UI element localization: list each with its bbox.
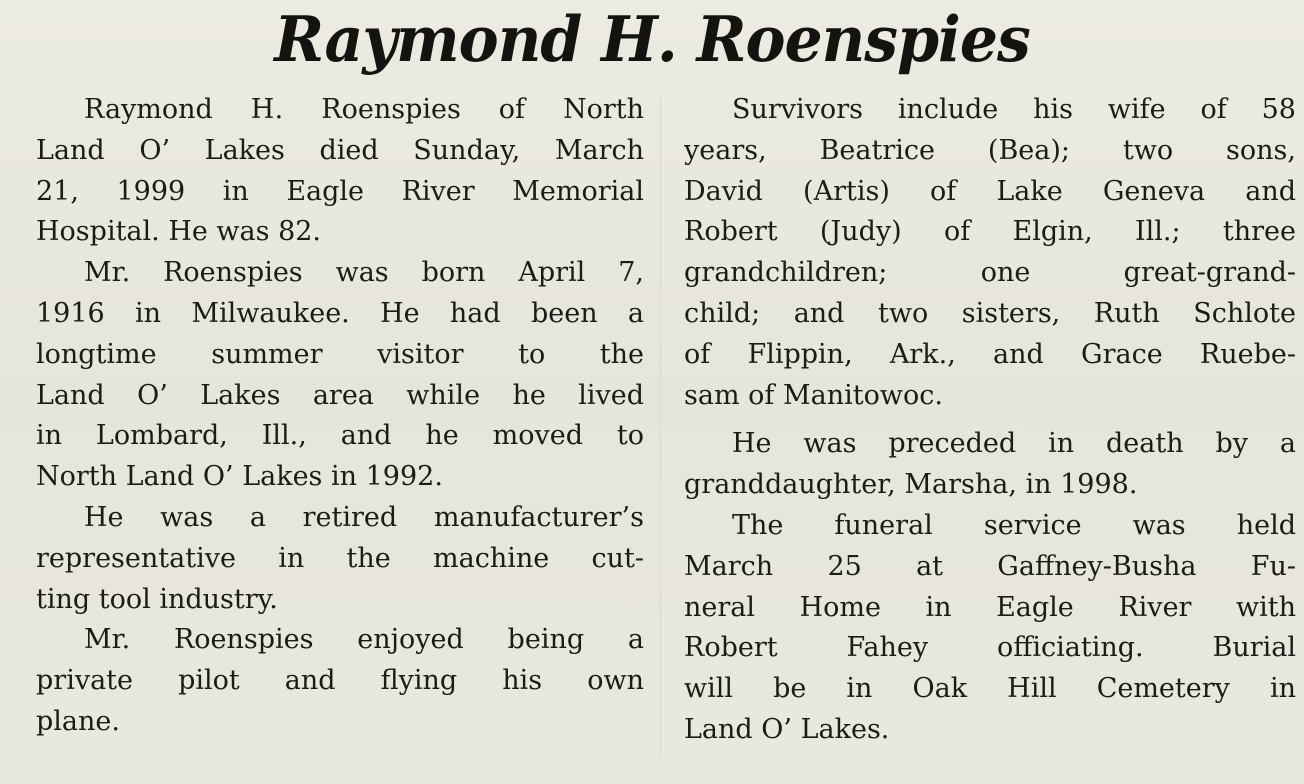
paragraph-line: Land O’ Lakes area while he lived [36, 379, 644, 411]
paragraph-line: Robert Fahey officiating. Burial [684, 632, 1296, 664]
paragraph-line: neral Home in Eagle River with [684, 591, 1296, 623]
paragraph-line: Survivors include his wife of 58 [732, 94, 1296, 125]
paragraph-line: ting tool industry. [36, 583, 278, 615]
paragraph-line: He was a retired manufacturer’s [84, 501, 644, 533]
column-divider [660, 96, 661, 756]
paragraph-line: Raymond H․ Roenspies of North [84, 94, 644, 125]
paragraph-line: He was preceded in death by a [732, 428, 1296, 460]
paragraph-line: Hospital. He was 82. [36, 216, 322, 248]
paragraph-line: granddaughter, Marsha, in 1998. [684, 469, 1138, 501]
paragraph-line: The funeral service was held [732, 509, 1296, 541]
paragraph-line: private pilot and flying his own [36, 665, 644, 697]
left-column [36, 90, 644, 743]
paragraph-line: 21, 1999 in Eagle River Memorial [36, 175, 644, 207]
paragraph-line: Mr. Roenspies was born April 7, [84, 257, 644, 289]
paragraph-line: March 25 at Gaffney-Busha Fu- [684, 550, 1296, 582]
paragraph-line: Mr. Roenspies enjoyed being a [84, 624, 644, 656]
paragraph-line: of Flippin, Ark., and Grace Ruebe- [684, 338, 1296, 370]
paragraph-line: Robert (Judy) of Elgin, Ill.; three [684, 216, 1296, 248]
paragraph-gap [684, 416, 1296, 424]
paragraph-line: years, Beatrice (Bea); two sons, [684, 134, 1296, 166]
paragraph-line: North Land O’ Lakes in 1992. [36, 461, 443, 493]
paragraph-line: in Lombard, Ill., and he moved to [36, 420, 644, 452]
paragraph-line: longtime summer visitor to the [36, 338, 644, 370]
paragraph-line: child; and two sisters, Ruth Schlote [684, 297, 1296, 329]
paragraph-line: 1916 in Milwaukee. He had been a [36, 297, 644, 329]
paragraph-line: Land O’ Lakes died Sunday, March [36, 134, 644, 166]
paragraph-line: sam of Manitowoc. [684, 379, 943, 411]
paragraph-line: grandchildren; one great-grand- [684, 257, 1296, 289]
paragraph-line: representative in the machine cut- [36, 542, 644, 574]
obituary-headline: Raymond H. Roenspies [274, 3, 1030, 77]
paragraph-line: Land O’ Lakes. [684, 713, 890, 745]
paragraph-line: plane. [36, 705, 120, 737]
paragraph-line: David (Artis) of Lake Geneva and [684, 175, 1296, 207]
paragraph-line: will be in Oak Hill Cemetery in [684, 673, 1296, 705]
right-column [684, 90, 1296, 751]
